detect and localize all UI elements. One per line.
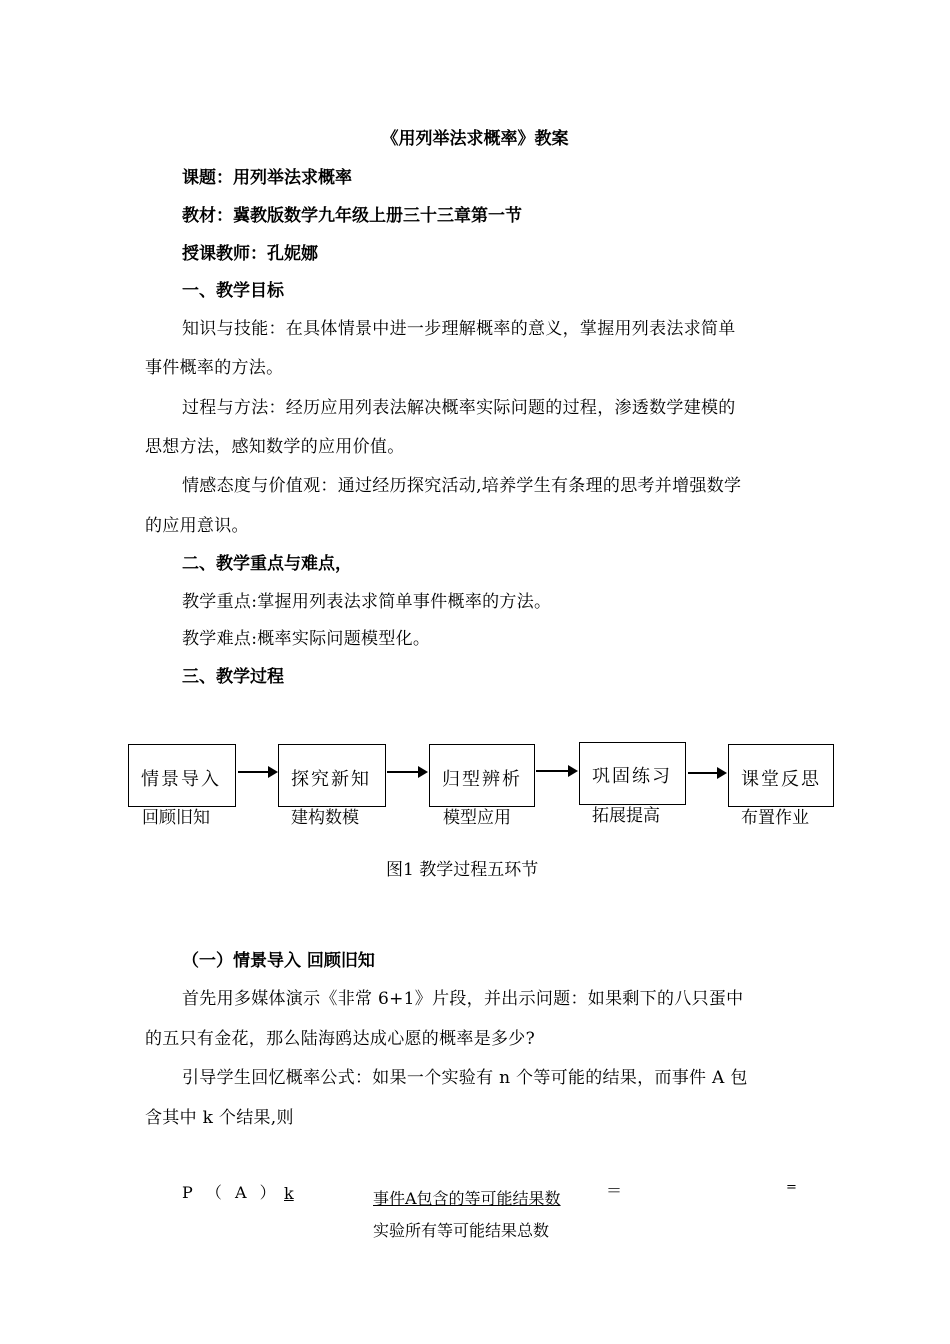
flow-box-1-sub: 回顾旧知 [142,808,210,828]
part1-heading: （一）情景导入 回顾旧知 [182,951,375,971]
formula-denominator-cut [373,1218,550,1240]
teacher-line: 授课教师：孔妮娜 [182,244,318,264]
part1-p2-line1: 引导学生回忆概率公式：如果一个实验有 n 个等可能的结果，而事件 A 包 [182,1068,748,1088]
section1-heading: 一、教学目标 [182,281,284,301]
part1-p1-line2: 的五只有金花，那么陆海鸥达成心愿的概率是多少? [145,1029,536,1049]
topic-line: 课题：用列举法求概率 [182,168,352,188]
formula-equals-2: = [786,1180,797,1195]
flow-box-3-label: 归型辨析 [442,769,522,790]
flow-box-3 [429,744,535,807]
textbook-line: 教材：冀教版数学九年级上册三十三章第一节 [182,206,522,226]
figure-caption: 图1 教学过程五环节 [386,860,539,880]
flow-arrow-4 [688,772,719,774]
section2-heading: 二、教学重点与难点， [182,554,352,574]
flow-box-4-label: 巩固练习 [592,766,672,787]
part1-p1-line1: 首先用多媒体演示《非常 6+1》片段，并出示问题：如果剩下的八只蛋中 [182,989,744,1009]
flow-box-4-sub: 拓展提高 [592,806,660,826]
flow-box-3-sub: 模型应用 [443,808,511,828]
flow-box-1 [128,744,236,807]
flow-arrow-1 [238,771,270,773]
goal-knowledge-line1: 知识与技能：在具体情景中进一步理解概率的意义，掌握用列表法求简单 [182,319,736,339]
goal-process-line1: 过程与方法：经历应用列表法解决概率实际问题的过程，渗透数学建模的 [182,398,736,418]
formula-k: k [284,1184,294,1203]
formula-numerator: 事件A包含的等可能结果数 [373,1189,561,1208]
goal-attitude-line1: 情感态度与价值观：通过经历探究活动,培养学生有条理的思考并增强数学 [182,476,742,496]
formula-lhs: P （ A ） [182,1183,280,1202]
flow-box-1-label: 情景导入 [141,769,221,790]
goal-process-line2: 思想方法，感知数学的应用价值。 [145,437,405,457]
document-title: 《用列举法求概率》教案 [381,129,569,149]
section3-heading: 三、教学过程 [182,667,284,687]
flow-box-2-sub: 建构数模 [291,808,359,828]
formula-equals-1: ＝ [606,1181,623,1200]
flow-arrow-2 [387,771,420,773]
formula-denominator-text: 实验所有等可能结果总数 [373,1221,550,1240]
flow-box-2-label: 探究新知 [291,769,371,790]
goal-knowledge-line2: 事件概率的方法。 [145,358,284,378]
part1-p2-line2: 含其中 k 个结果,则 [145,1108,294,1128]
flow-box-2 [278,744,386,807]
flow-box-4 [579,742,686,805]
goal-attitude-line2: 的应用意识。 [145,516,249,536]
flow-box-5-label: 课堂反思 [741,769,821,790]
key-point: 教学重点:掌握用列表法求简单事件概率的方法。 [182,592,552,612]
flow-box-5-sub: 布置作业 [741,808,809,828]
flow-arrow-3 [536,770,570,772]
difficulty-point: 教学难点:概率实际问题模型化。 [182,629,431,649]
flow-box-5 [728,744,834,807]
